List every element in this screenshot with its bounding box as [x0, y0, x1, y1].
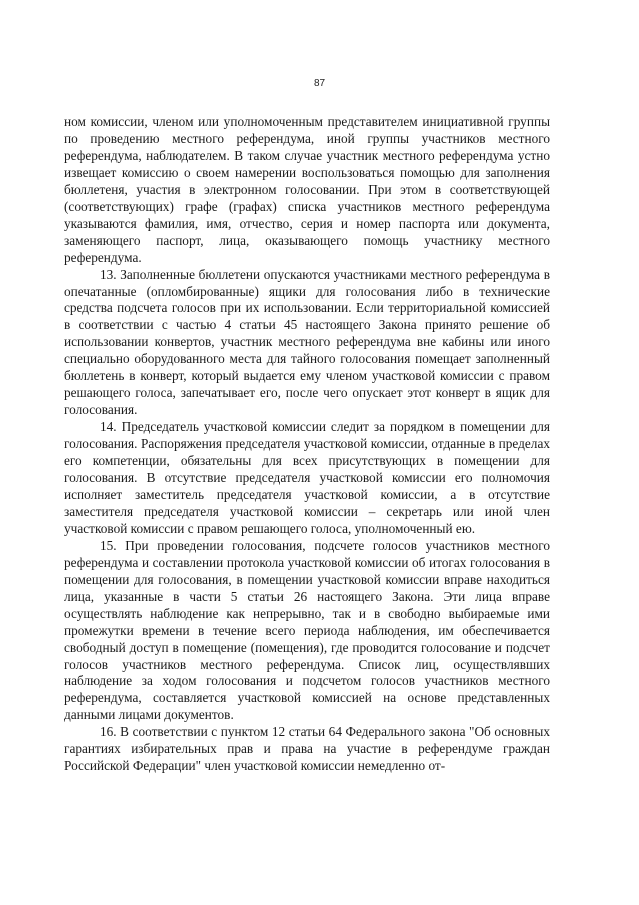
paragraph: 16. В соответствии с пунктом 12 статьи 64 Федерального закона "Об основных гарантиях избирательных прав и права на участие в референдуме граждан Российской Федерации" член участковой комиссии немедленно от-	[64, 724, 550, 774]
paragraph: 14. Председатель участковой комиссии следит за порядком в помещении для голосования. Распоряжения председателя участковой комиссии, отданные в пределах его компетенции, обязательны для всех присутствующих в помещении для голосования. В отсутствие председателя участковой комиссии его полномочия исполняет заместитель председателя участковой комиссии, а в отсутствие заместителя председателя участковой комиссии – секретарь или иной член участковой комиссии с правом решающего голоса, уполномоченный ею.	[64, 419, 550, 536]
paragraph: 15. При проведении голосования, подсчете голосов участников местного референдума и составлении протокола участковой комиссии об итогах голосования в помещении для голосования, в помещении участковой комиссии вправе находиться лица, указанные в части 5 статьи 26 настоящего Закона. Эти лица вправе осуществлять наблюдение как непрерывно, так и в свободно выбираемые ими промежутки времени в течение всего периода наблюдения, им обеспечивается свободный доступ в помещение (помещения), где проводится голосование и подсчет голосов участников местного референдума. Список лиц, осуществлявших наблюдение за ходом голосования и подсчетом голосов участников местного референдума, составляется участковой комиссией на основе представленных данными лицами документов.	[64, 537, 550, 723]
paragraph: ном комиссии, членом или уполномоченным представителем инициативной группы по проведению местного референдума, иной группы участников местного референдума, наблюдателем. В таком случае участник местного референдума устно извещает комиссию о своем намерении воспользоваться помощью для заполнения бюллетеня, участия в электронном голосовании. При этом в соответствующей (соответствующих) графе (графах) списка участников местного референдума указываются фамилия, имя, отчество, серия и номер паспорта или документа, заменяющего паспорт, лица, оказывающего помощь участнику местного референдума.	[64, 114, 550, 265]
document-body	[64, 114, 550, 775]
paragraph: 13. Заполненные бюллетени опускаются участниками местного референдума в опечатанные (опломбированные) ящики для голосования либо в технические средства подсчета голосов при их использовании. Если территориальной комиссией в соответствии с частью 4 статьи 45 настоящего Закона принято решение об использовании конвертов, участник местного референдума вне кабины или иного специально оборудованного места для тайного голосования помещает заполненный бюллетень в конверт, который выдается ему членом участковой комиссии с правом решающего голоса, запечатывает его, после чего опускает этот конверт в ящик для голосования.	[64, 266, 550, 418]
page-number: 87	[313, 78, 326, 89]
